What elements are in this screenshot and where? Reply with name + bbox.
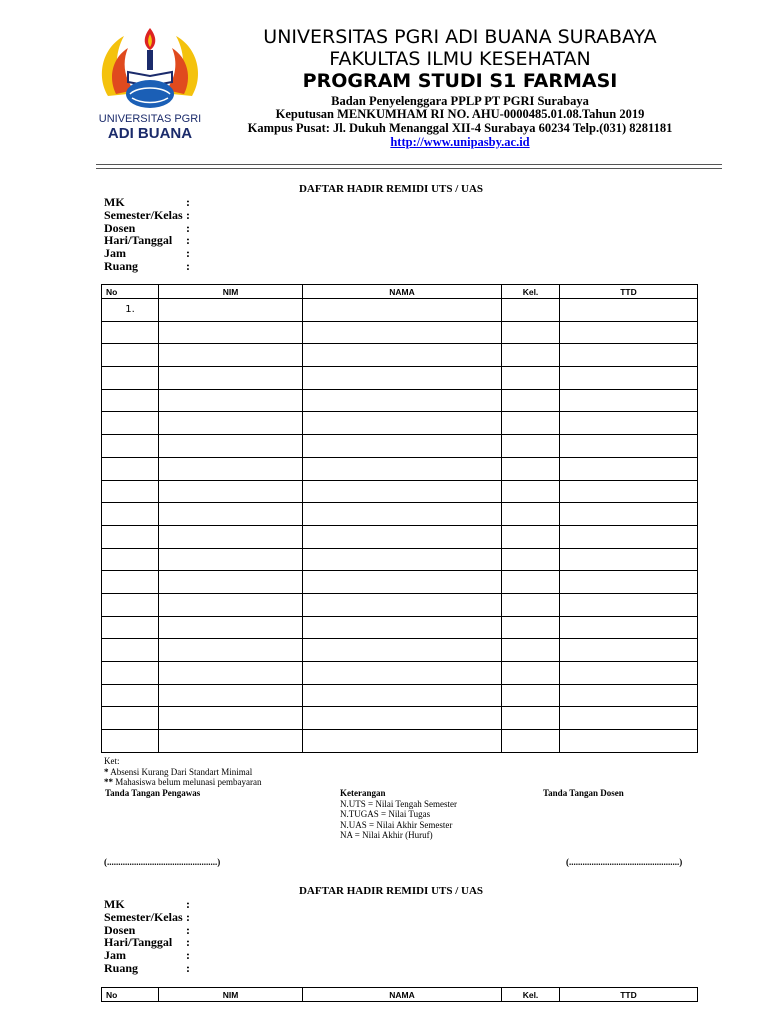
cell-kel[interactable]	[502, 684, 560, 707]
cell-kel[interactable]	[502, 730, 560, 753]
cell-nim[interactable]	[159, 412, 303, 435]
cell-nama[interactable]	[303, 299, 502, 322]
university-name: UNIVERSITAS PGRI ADI BUANA SURABAYA	[263, 26, 657, 48]
field-label: Hari/Tanggal	[104, 233, 173, 248]
table-row	[102, 321, 698, 344]
notes-ket: Ket:	[104, 756, 120, 766]
cell-nama[interactable]	[303, 503, 502, 526]
column-header-ttd: TTD	[560, 988, 698, 1002]
cell-kel[interactable]	[502, 344, 560, 367]
cell-kel[interactable]	[502, 616, 560, 639]
header-divider-2	[96, 168, 722, 169]
field-separator: :	[186, 897, 190, 911]
keterangan-title: Keterangan	[340, 788, 386, 798]
field-separator: :	[186, 246, 190, 261]
cell-nama[interactable]	[303, 684, 502, 707]
field-separator: :	[186, 948, 190, 963]
column-header-nama: NAMA	[303, 988, 502, 1002]
cell-nama[interactable]	[303, 367, 502, 390]
column-header-kel: Kel.	[502, 988, 560, 1002]
cell-ttd[interactable]	[560, 571, 698, 594]
cell-ttd[interactable]	[560, 707, 698, 730]
cell-ttd[interactable]	[560, 662, 698, 685]
cell-ttd[interactable]	[560, 435, 698, 458]
table-row	[102, 593, 698, 616]
field-label: Ruang	[104, 960, 139, 975]
field-label: Semester/Kelas	[104, 909, 183, 924]
table-row	[102, 457, 698, 480]
cell-no[interactable]: 1.	[102, 299, 159, 322]
table-row	[102, 525, 698, 548]
cell-nim[interactable]	[159, 299, 303, 322]
cell-nim[interactable]	[159, 389, 303, 412]
table-header-row	[102, 285, 698, 299]
keterangan-item: N.UTS = Nilai Tengah Semester	[340, 798, 458, 809]
field-label: Jam	[104, 948, 126, 963]
table-row	[102, 548, 698, 571]
cell-no[interactable]	[102, 503, 159, 526]
cell-nama[interactable]	[303, 321, 502, 344]
cell-kel[interactable]	[502, 639, 560, 662]
keterangan-item: N.TUGAS = Nilai Tugas	[340, 809, 431, 819]
cell-nama[interactable]	[303, 707, 502, 730]
field-separator: :	[186, 922, 190, 937]
table-row	[102, 503, 698, 526]
cell-nama[interactable]	[303, 412, 502, 435]
cell-no[interactable]	[102, 548, 159, 571]
header-line-2: Keputusan MENKUMHAM RI NO. AHU-0000485.01.08.Tahun 2019	[275, 107, 645, 121]
cell-ttd[interactable]	[560, 457, 698, 480]
cell-ttd[interactable]	[560, 684, 698, 707]
table-row	[102, 730, 698, 753]
cell-ttd[interactable]	[560, 503, 698, 526]
field-separator: :	[186, 960, 190, 975]
cell-no[interactable]	[102, 730, 159, 753]
column-header-no: No	[102, 285, 159, 299]
header-divider	[96, 164, 722, 165]
table-row	[102, 299, 698, 322]
table-row	[102, 412, 698, 435]
field-mk	[104, 898, 196, 911]
cell-nama[interactable]	[303, 593, 502, 616]
cell-nim[interactable]	[159, 503, 303, 526]
cell-kel[interactable]	[502, 707, 560, 730]
header-line-1: Badan Penyelenggara PPLP PT PGRI Surabaya	[331, 94, 589, 108]
table-row	[102, 639, 698, 662]
cell-ttd[interactable]	[560, 299, 698, 322]
table-row	[102, 367, 698, 390]
keterangan-item: NA = Nilai Akhir (Huruf)	[340, 830, 433, 840]
attendance-table-2	[101, 987, 698, 1002]
header-url-line	[210, 135, 710, 150]
field-separator: :	[186, 909, 190, 924]
cell-ttd[interactable]	[560, 525, 698, 548]
cell-kel[interactable]	[502, 321, 560, 344]
cell-nama[interactable]	[303, 571, 502, 594]
note-2-mark: **	[104, 777, 113, 787]
cell-nim[interactable]	[159, 639, 303, 662]
field-ruang	[104, 962, 196, 975]
cell-ttd[interactable]	[560, 321, 698, 344]
cell-ttd[interactable]	[560, 730, 698, 753]
cell-nama[interactable]	[303, 639, 502, 662]
field-ruang	[104, 260, 196, 273]
cell-no[interactable]	[102, 525, 159, 548]
note-2-text: Mahasiswa belum melunasi pembayaran	[113, 777, 262, 787]
university-logo	[94, 24, 206, 144]
cell-nama[interactable]	[303, 480, 502, 503]
column-header-nim: NIM	[159, 988, 303, 1002]
cell-nim[interactable]	[159, 435, 303, 458]
cell-nama[interactable]	[303, 344, 502, 367]
column-header-ttd: TTD	[560, 285, 698, 299]
cell-no[interactable]	[102, 593, 159, 616]
cell-nim[interactable]	[159, 344, 303, 367]
cell-kel[interactable]	[502, 299, 560, 322]
notes-block	[104, 756, 261, 788]
table-row	[102, 389, 698, 412]
cell-ttd[interactable]	[560, 548, 698, 571]
cell-ttd[interactable]	[560, 367, 698, 390]
table-row	[102, 435, 698, 458]
cell-nim[interactable]	[159, 707, 303, 730]
cell-ttd[interactable]	[560, 344, 698, 367]
header-line-3: Kampus Pusat: Jl. Dukuh Menanggal XII-4 Surabaya 60234 Telp.(031) 8281181	[247, 121, 673, 135]
cell-no[interactable]	[102, 321, 159, 344]
cell-nim[interactable]	[159, 571, 303, 594]
field-label: MK	[104, 195, 125, 209]
table-row	[102, 616, 698, 639]
note-1-text: Absensi Kurang Dari Standart Minimal	[108, 766, 253, 777]
cell-nim[interactable]	[159, 548, 303, 571]
field-label: MK	[104, 897, 125, 911]
cell-no[interactable]	[102, 457, 159, 480]
form-fields	[104, 196, 196, 273]
program-name: PROGRAM STUDI S1 FARMASI	[302, 70, 618, 92]
field-mk	[104, 196, 196, 209]
field-label: Semester/Kelas	[104, 207, 183, 222]
cell-nim[interactable]	[159, 457, 303, 480]
cell-ttd[interactable]	[560, 639, 698, 662]
table-row	[102, 707, 698, 730]
table-row	[102, 344, 698, 367]
cell-kel[interactable]	[502, 548, 560, 571]
cell-no[interactable]	[102, 684, 159, 707]
cell-nama[interactable]	[303, 616, 502, 639]
cell-nim[interactable]	[159, 662, 303, 685]
cell-nama[interactable]	[303, 389, 502, 412]
column-header-nama: NAMA	[303, 285, 502, 299]
cell-kel[interactable]	[502, 503, 560, 526]
field-separator: :	[186, 233, 190, 248]
note-2	[104, 777, 261, 788]
cell-ttd[interactable]	[560, 593, 698, 616]
field-label: Hari/Tanggal	[104, 935, 173, 950]
sign-pengawas-label: Tanda Tangan Pengawas	[105, 788, 201, 798]
keterangan-item: N.UAS = Nilai Akhir Semester	[340, 819, 453, 830]
cell-kel[interactable]	[502, 525, 560, 548]
cell-ttd[interactable]	[560, 480, 698, 503]
form-fields-2	[104, 898, 196, 975]
signature-blank-left: (.................................................)	[104, 857, 221, 867]
cell-no[interactable]	[102, 707, 159, 730]
logo-text-1: UNIVERSITAS PGRI	[98, 113, 202, 125]
cell-kel[interactable]	[502, 593, 560, 616]
note-1	[104, 767, 261, 778]
table-row	[102, 684, 698, 707]
table-header-row	[102, 988, 698, 1002]
table-row	[102, 571, 698, 594]
table-row	[102, 480, 698, 503]
field-separator: :	[186, 195, 190, 209]
field-separator: :	[186, 207, 190, 222]
cell-nim[interactable]	[159, 367, 303, 390]
cell-nama[interactable]	[303, 457, 502, 480]
attendance-table	[101, 284, 698, 753]
form-title-2: DAFTAR HADIR REMIDI UTS / UAS	[298, 885, 484, 897]
cell-kel[interactable]	[502, 367, 560, 390]
field-separator: :	[186, 258, 190, 273]
column-header-nim: NIM	[159, 285, 303, 299]
logo-text-2: ADI BUANA	[107, 125, 193, 142]
field-semester-kelas	[104, 911, 196, 924]
cell-nim[interactable]	[159, 730, 303, 753]
keterangan-block	[340, 788, 457, 841]
cell-nama[interactable]	[303, 662, 502, 685]
cell-no[interactable]	[102, 389, 159, 412]
cell-nim[interactable]	[159, 684, 303, 707]
cell-nim[interactable]	[159, 321, 303, 344]
cell-kel[interactable]	[502, 389, 560, 412]
website-link[interactable]: http://www.unipasby.ac.id	[390, 135, 530, 149]
cell-no[interactable]	[102, 480, 159, 503]
field-label: Jam	[104, 246, 126, 261]
cell-no[interactable]	[102, 435, 159, 458]
field-separator: :	[186, 935, 190, 950]
field-separator: :	[186, 220, 190, 235]
cell-kel[interactable]	[502, 662, 560, 685]
cell-nim[interactable]	[159, 616, 303, 639]
cell-no[interactable]	[102, 616, 159, 639]
cell-nim[interactable]	[159, 480, 303, 503]
cell-ttd[interactable]	[560, 616, 698, 639]
cell-kel[interactable]	[502, 480, 560, 503]
field-label: Dosen	[104, 220, 136, 235]
cell-no[interactable]	[102, 662, 159, 685]
cell-kel[interactable]	[502, 457, 560, 480]
cell-ttd[interactable]	[560, 389, 698, 412]
cell-nim[interactable]	[159, 525, 303, 548]
cell-kel[interactable]	[502, 571, 560, 594]
cell-nama[interactable]	[303, 548, 502, 571]
field-label: Dosen	[104, 922, 136, 937]
cell-no[interactable]	[102, 571, 159, 594]
cell-no[interactable]	[102, 344, 159, 367]
cell-kel[interactable]	[502, 412, 560, 435]
cell-nama[interactable]	[303, 525, 502, 548]
cell-nim[interactable]	[159, 593, 303, 616]
cell-no[interactable]	[102, 412, 159, 435]
cell-kel[interactable]	[502, 435, 560, 458]
note-1-mark: *	[104, 766, 109, 777]
form-title: DAFTAR HADIR REMIDI UTS / UAS	[298, 183, 484, 195]
field-label: Ruang	[104, 258, 139, 273]
table-row	[102, 662, 698, 685]
cell-no[interactable]	[102, 639, 159, 662]
cell-nama[interactable]	[303, 730, 502, 753]
sign-dosen-label: Tanda Tangan Dosen	[543, 788, 624, 798]
column-header-no: No	[102, 988, 159, 1002]
cell-no[interactable]	[102, 367, 159, 390]
cell-nama[interactable]	[303, 435, 502, 458]
signature-blank-right: (.................................................)	[566, 857, 683, 867]
field-semester-kelas	[104, 209, 196, 222]
column-header-kel: Kel.	[502, 285, 560, 299]
cell-ttd[interactable]	[560, 412, 698, 435]
faculty-name: FAKULTAS ILMU KESEHATAN	[329, 48, 591, 70]
